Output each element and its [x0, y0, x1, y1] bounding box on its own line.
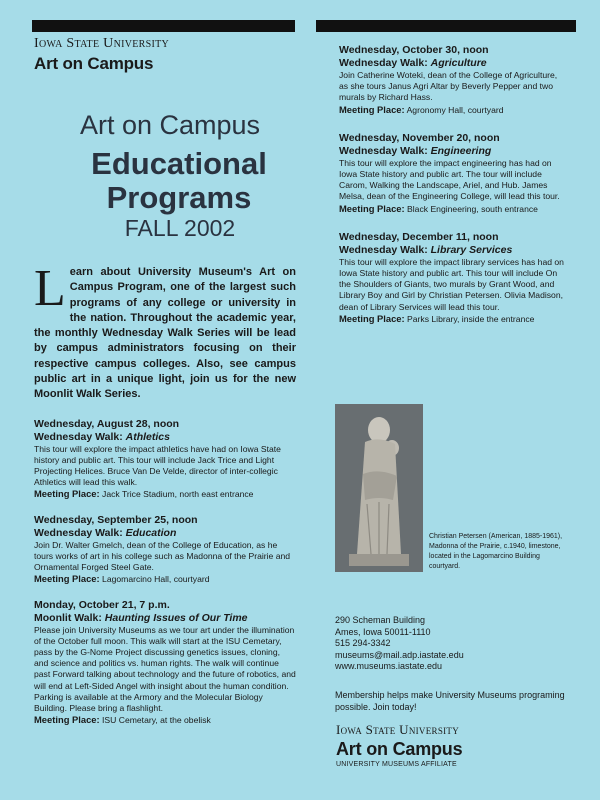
- footer-program: Art on Campus: [336, 739, 463, 759]
- contact-city: Ames, Iowa 50011-1110: [335, 626, 431, 637]
- event-meeting-place: [34, 488, 296, 500]
- event-title-topic: Athletics: [125, 430, 170, 443]
- university-name: Iowa State University: [34, 36, 170, 51]
- event-title-topic: Library Services: [430, 243, 513, 256]
- event-date: Wednesday, November 20, noon: [339, 131, 500, 144]
- membership-note: Membership helps make University Museums programing possible. Join today!: [335, 690, 565, 712]
- event-title-prefix: Wednesday Walk:: [339, 144, 431, 157]
- meeting-label: Meeting Place:: [34, 573, 100, 585]
- event-title: [34, 431, 296, 444]
- contact-email[interactable]: museums@mail.adp.iastate.edu: [335, 649, 464, 660]
- sculpture-photo: [335, 404, 423, 572]
- event-title-prefix: Wednesday Walk:: [339, 243, 431, 256]
- left-events: [34, 418, 296, 727]
- event-description: Join Dr. Walter Gmelch, dean of the College of Education, as he tours works of art in his college such as Madonna of the Prairie and Ornamental Forged Steel Gate.: [34, 539, 291, 573]
- contact-building: 290 Scheman Building: [335, 615, 426, 625]
- event-date: Wednesday, September 25, noon: [34, 513, 198, 526]
- meeting-location: Black Engineering, south entrance: [404, 203, 538, 214]
- title-art-on-campus: Art on Campus: [79, 110, 261, 140]
- event-meeting-place: [339, 203, 564, 215]
- event-item: [34, 418, 296, 501]
- title-block: [34, 110, 296, 242]
- event-date: Wednesday, October 30, noon: [339, 44, 489, 56]
- meeting-location: Jack Trice Stadium, north east entrance: [99, 489, 254, 500]
- contact-info: [335, 615, 555, 673]
- event-item: [339, 44, 564, 116]
- photo-caption: Christian Petersen (American, 1885-1961), Madonna of the Prairie, c.1940, limestone, located in the Lagomarcino Building courtyard.: [429, 533, 563, 570]
- event-item: [339, 132, 564, 215]
- title-educational: Educational: [91, 146, 267, 181]
- event-item: [34, 599, 296, 727]
- program-name: Art on Campus: [34, 54, 154, 73]
- meeting-label: Meeting Place:: [34, 714, 100, 726]
- event-description: Please join University Museums as we tour art under the illumination of the October full moon. This walk will start at the ISU Cemetary, pass by the G-Nome Project discussing genetics issues, cloning, and science and politics vs. human rights. The walk will continue past Forward talking about technology and the future of robotics, and will end at Left-Sided Angel with insight about the human condition. Parking is available at the Armory and the Molecular Biology Building. Please bring a flashlight.: [34, 624, 296, 713]
- title-season: FALL 2002: [124, 215, 236, 241]
- event-title: [339, 57, 564, 70]
- intro-text: earn about University Museum's Art on Campus Program, one of the largest such programs of any college or university in the nation. Throughout the academic year, the monthly Wednesday Walk Series will be lead by campus administrators focusing on their respective campus colleges. Also, see campus public art in a unique light, join us for the new Moonlit Walk Series.: [34, 266, 296, 401]
- left-column: [34, 36, 296, 739]
- event-description: Join Catherine Woteki, dean of the College of Agriculture, as she tours Janus Agri Altar by Beverly Pepper and two murals by Richard Hass.: [339, 70, 558, 103]
- event-title-topic: Education: [125, 526, 177, 539]
- intro-dropcap: L: [34, 260, 66, 317]
- event-description: This tour will explore the impact library services has had on Iowa State history and public art. This tour will include On the Shoulders of Giants, two murals by Grant Wood, and Library Boy and Girl by Christian Petersen. Olivia Madison, dean of Library Services will lead this tour.: [339, 256, 564, 312]
- meeting-location: Parks Library, inside the entrance: [404, 313, 535, 324]
- intro-paragraph: [34, 260, 296, 403]
- left-header-bar: [32, 20, 295, 32]
- meeting-label: Meeting Place:: [34, 488, 100, 500]
- event-description: This tour will explore the impact athletics have had on Iowa State history and public art. This tour will include Jack Trice and Light Projecting Helices. Bruce Van De Velde, director of inter-collegic Athletics will lead this walk.: [34, 443, 281, 488]
- event-title-topic: Agriculture: [430, 57, 487, 69]
- event-date: Wednesday, August 28, noon: [34, 417, 180, 430]
- right-column: [339, 44, 564, 338]
- meeting-location: Agronomy Hall, courtyard: [404, 104, 504, 115]
- event-meeting-place: [339, 313, 564, 325]
- footer-university: Iowa State University: [336, 722, 460, 737]
- contact-phone: 515 294-3342: [335, 638, 391, 648]
- event-title-topic: Engineering: [430, 144, 492, 157]
- footer-logo: [336, 722, 576, 768]
- contact-website[interactable]: www.museums.iastate.edu: [335, 661, 443, 671]
- meeting-label: Meeting Place:: [339, 103, 405, 115]
- event-date: Wednesday, December 11, noon: [339, 230, 499, 243]
- event-title-prefix: Wednesday Walk:: [339, 57, 431, 69]
- event-title: [339, 244, 564, 257]
- event-title-prefix: Wednesday Walk:: [34, 526, 126, 539]
- meeting-label: Meeting Place:: [339, 312, 405, 324]
- event-meeting-place: [34, 573, 296, 585]
- event-title: [339, 145, 564, 158]
- event-title-prefix: Wednesday Walk:: [34, 430, 126, 443]
- event-title-prefix: Moonlit Walk:: [34, 611, 105, 624]
- right-header-bar: [316, 20, 576, 32]
- event-title: [34, 612, 296, 625]
- event-item: [339, 231, 564, 325]
- event-meeting-place: [339, 104, 564, 116]
- meeting-location: ISU Cemetary, at the obelisk: [99, 715, 211, 726]
- event-meeting-place: [34, 714, 296, 726]
- meeting-label: Meeting Place:: [339, 202, 405, 214]
- event-description: This tour will explore the impact engineering has had on Iowa State history and public art. The tour will include Carom, Walking the Landscape, Ariel, and Hub. James Melsa, dean of the Engineering College, will lead this tour.: [339, 157, 560, 202]
- event-title-topic: Haunting Issues of Our Time: [104, 611, 248, 624]
- event-item: [34, 514, 296, 586]
- madonna-sculpture-image: [335, 404, 423, 572]
- event-title: [34, 527, 296, 540]
- meeting-location: Lagomarcino Hall, courtyard: [99, 574, 210, 585]
- footer-affiliate: UNIVERSITY MUSEUMS AFFILIATE: [336, 761, 457, 768]
- event-date: Monday, October 21, 7 p.m.: [34, 598, 170, 611]
- title-programs: Programs: [106, 180, 252, 215]
